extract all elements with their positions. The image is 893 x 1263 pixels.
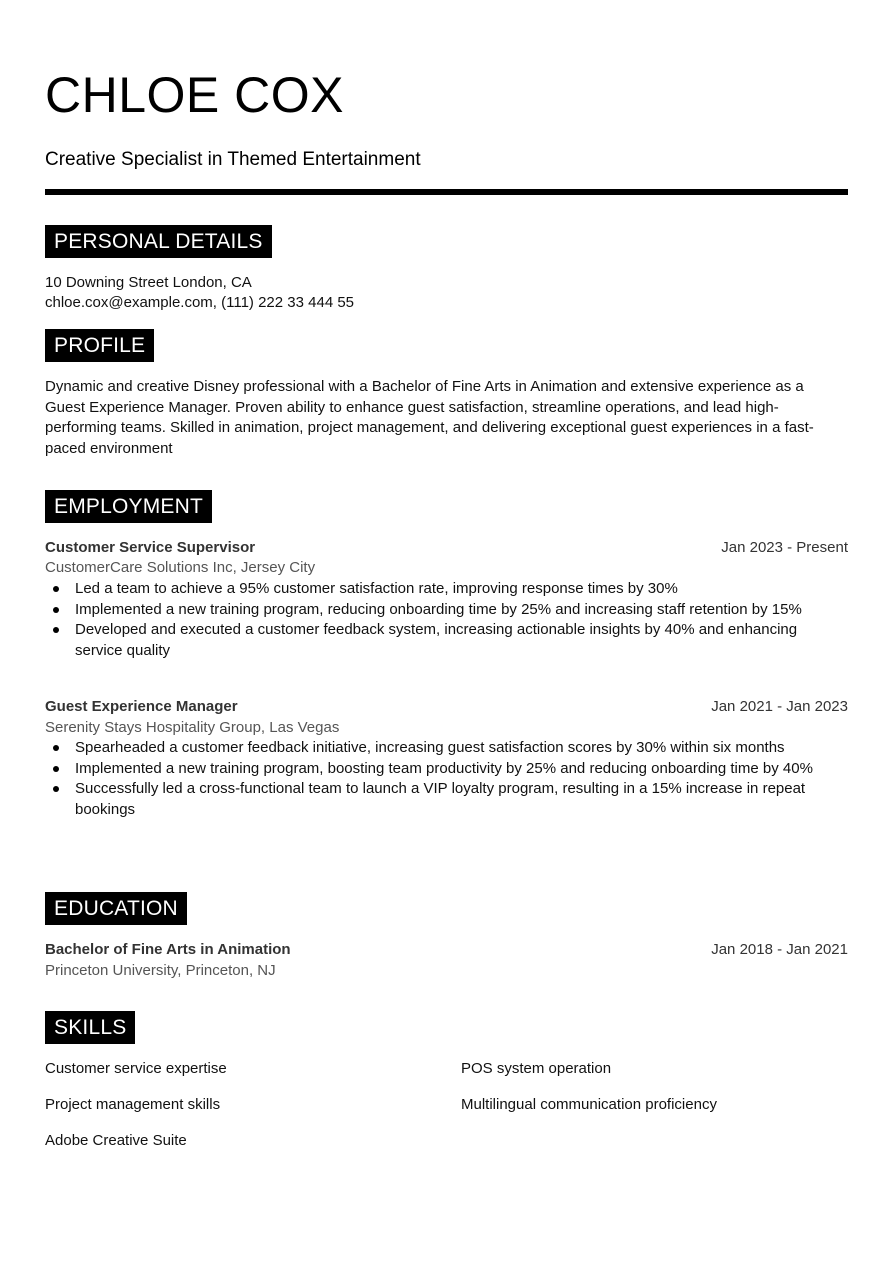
- job-bullet: Led a team to achieve a 95% customer satisfaction rate, improving response times by 30%: [75, 579, 848, 600]
- job-bullet: Spearheaded a customer feedback initiative, increasing guest satisfaction scores by 30% within six months: [75, 738, 848, 759]
- skill-item: Multilingual communication proficiency: [461, 1096, 717, 1113]
- section-heading-personal-details: PERSONAL DETAILS: [45, 225, 272, 258]
- job-title: Guest Experience Manager: [45, 698, 238, 715]
- candidate-name: CHLOE COX: [45, 67, 345, 123]
- job-date: Jan 2023 - Present: [721, 539, 848, 556]
- job-company: CustomerCare Solutions Inc, Jersey City: [45, 559, 316, 576]
- job-bullet: Developed and executed a customer feedback system, increasing actionable insights by 40% and enhancing service quality: [75, 620, 848, 661]
- job-bullets: [45, 579, 848, 661]
- skill-item: Project management skills: [45, 1096, 221, 1113]
- job-bullet: Successfully led a cross-functional team to launch a VIP loyalty program, resulting in a 15% increase in repeat bookings: [75, 779, 848, 820]
- section-heading-education: EDUCATION: [45, 892, 187, 925]
- job-title: Customer Service Supervisor: [45, 539, 256, 556]
- candidate-headline: Creative Specialist in Themed Entertainment: [45, 149, 421, 170]
- job-date: Jan 2021 - Jan 2023: [711, 698, 848, 715]
- address-text: 10 Downing Street London, CA: [45, 274, 252, 291]
- job-bullet: Implemented a new training program, reducing onboarding time by 25% and increasing staff retention by 15%: [75, 600, 848, 621]
- contact-text: chloe.cox@example.com, (111) 222 33 444 55: [45, 294, 355, 311]
- section-heading-employment: EMPLOYMENT: [45, 490, 212, 523]
- profile-summary: Dynamic and creative Disney professional with a Bachelor of Fine Arts in Animation and extensive experience as a Guest Experience Manager. Proven ability to enhance guest satisfaction, streamline operations, and lead high-performing teams. Skilled in animation, project management, and delivering exceptional guest experiences in a fast-paced environment: [45, 378, 814, 457]
- job-company: Serenity Stays Hospitality Group, Las Vegas: [45, 719, 340, 736]
- degree-title: Bachelor of Fine Arts in Animation: [45, 941, 291, 958]
- section-heading-skills: SKILLS: [45, 1011, 135, 1044]
- job-bullet: Implemented a new training program, boosting team productivity by 25% and reducing onboarding time by 40%: [75, 759, 848, 780]
- skill-item: Customer service expertise: [45, 1060, 227, 1077]
- section-heading-profile: PROFILE: [45, 329, 154, 362]
- skill-item: Adobe Creative Suite: [45, 1132, 187, 1149]
- skill-item: POS system operation: [461, 1060, 612, 1077]
- education-date: Jan 2018 - Jan 2021: [711, 941, 848, 958]
- job-bullets: [45, 738, 848, 820]
- school-name: Princeton University, Princeton, NJ: [45, 962, 276, 979]
- header-divider: [45, 189, 848, 195]
